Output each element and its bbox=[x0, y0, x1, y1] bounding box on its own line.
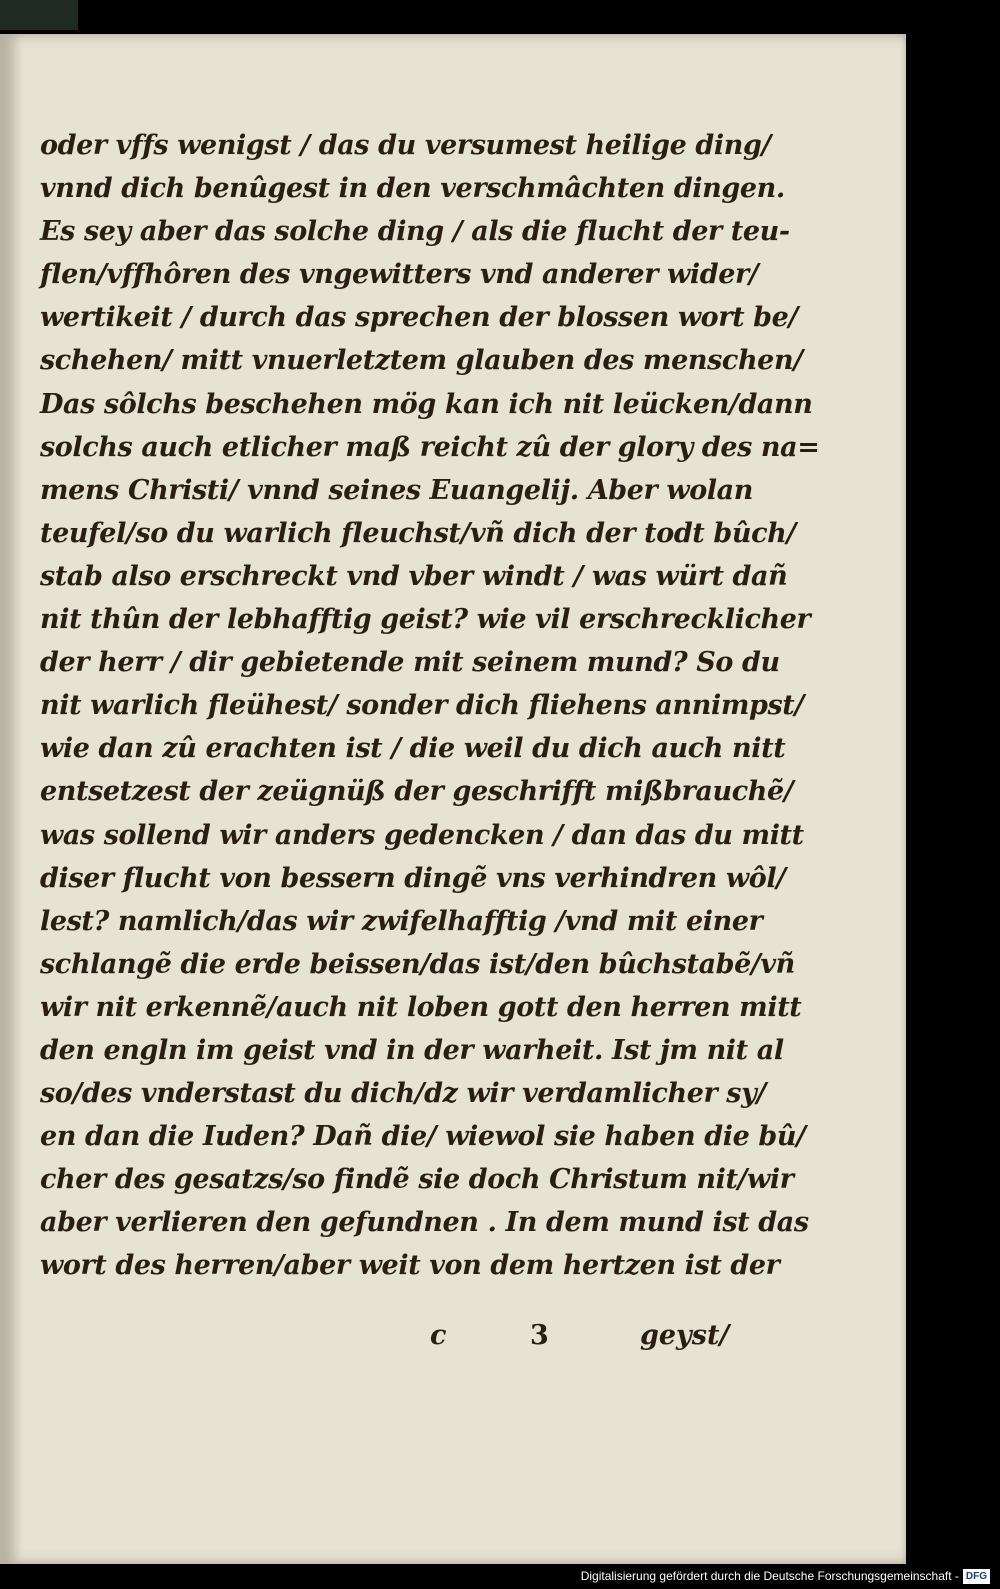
text-line: der herr / dir gebietende mit seinem mund? So du bbox=[40, 647, 780, 679]
text-line: wort des herren/aber weit von dem hertzen ist der bbox=[40, 1250, 780, 1282]
text-line: schehen/ mitt vnuerletztem glauben des menschen/ bbox=[40, 345, 803, 377]
page-text-block bbox=[40, 124, 820, 1288]
text-line: wie dan zû erachten ist / die weil du dich auch nitt bbox=[40, 733, 786, 765]
text-line: schlangẽ die erde beissen/das ist/den bûchstabẽ/vñ bbox=[40, 948, 795, 980]
text-line: teufel/so du warlich fleuchst/vñ dich der todt bûch/ bbox=[40, 517, 796, 549]
text-line: lest? namlich/das wir zwifelhafftig /vnd mit einer bbox=[40, 905, 763, 937]
corner-tab bbox=[0, 0, 78, 30]
text-line: wertikeit / durch das sprechen der blossen wort be/ bbox=[40, 302, 798, 334]
text-line: flen/vffhôren des vngewitters vnd anderer wider/ bbox=[40, 259, 759, 291]
text-line: Das sôlchs beschehen mög kan ich nit leücken/dann bbox=[40, 388, 813, 420]
text-line: cher des gesatzs/so findẽ sie doch Christum nit/wir bbox=[40, 1164, 794, 1196]
text-line: den engln im geist vnd in der warheit. Ist jm nit al bbox=[40, 1034, 784, 1066]
text-line: entsetzest der zeügnüß der geschrifft mißbrauchẽ/ bbox=[40, 776, 794, 808]
signature-mark: c bbox=[430, 1320, 447, 1351]
text-line: stab also erschreckt vnd vber windt / was würt dañ bbox=[40, 560, 788, 592]
digitization-footer bbox=[581, 1567, 990, 1585]
text-line: was sollend wir anders gedencken / dan das du mitt bbox=[40, 819, 804, 851]
dfg-logo: DFG bbox=[963, 1569, 990, 1584]
text-line: solchs auch etlicher maß reicht zû der glory des na= bbox=[40, 431, 820, 463]
text-line: nit thûn der lebhafftig geist? wie vil erschrecklicher bbox=[40, 604, 811, 636]
text-line: aber verlieren den gefundnen . In dem mund ist das bbox=[40, 1207, 809, 1239]
page-gutter-shadow bbox=[0, 34, 22, 1564]
text-line: oder vffs wenigst / das du versumest heilige ding/ bbox=[40, 130, 771, 161]
funding-credit: Digitalisierung gefördert durch die Deutsche Forschungsgemeinschaft - bbox=[580, 1569, 959, 1583]
signature-line bbox=[430, 1314, 750, 1358]
text-line: en dan die Iuden? Dañ die/ wiewol sie haben die bû/ bbox=[40, 1121, 806, 1153]
text-line: wir nit erkennẽ/auch nit loben gott den herren mitt bbox=[40, 991, 802, 1023]
signature-number: 3 bbox=[530, 1320, 549, 1351]
book-page bbox=[0, 34, 906, 1564]
text-line: Es sey aber das solche ding / als die flucht der teu- bbox=[40, 216, 790, 248]
text-line: so/des vnderstast du dich/dz wir verdamlicher sy/ bbox=[40, 1078, 766, 1110]
text-line: vnnd dich benûgest in den verschmâchten dingen. bbox=[40, 173, 785, 205]
catchword: geyst/ bbox=[640, 1320, 730, 1351]
text-line: mens Christi/ vnnd seines Euangelij. Aber wolan bbox=[40, 474, 753, 506]
text-line: diser flucht von bessern dingẽ vns verhindren wôl/ bbox=[40, 862, 786, 894]
text-line: nit warlich fleühest/ sonder dich fliehens annimpst/ bbox=[40, 690, 804, 722]
